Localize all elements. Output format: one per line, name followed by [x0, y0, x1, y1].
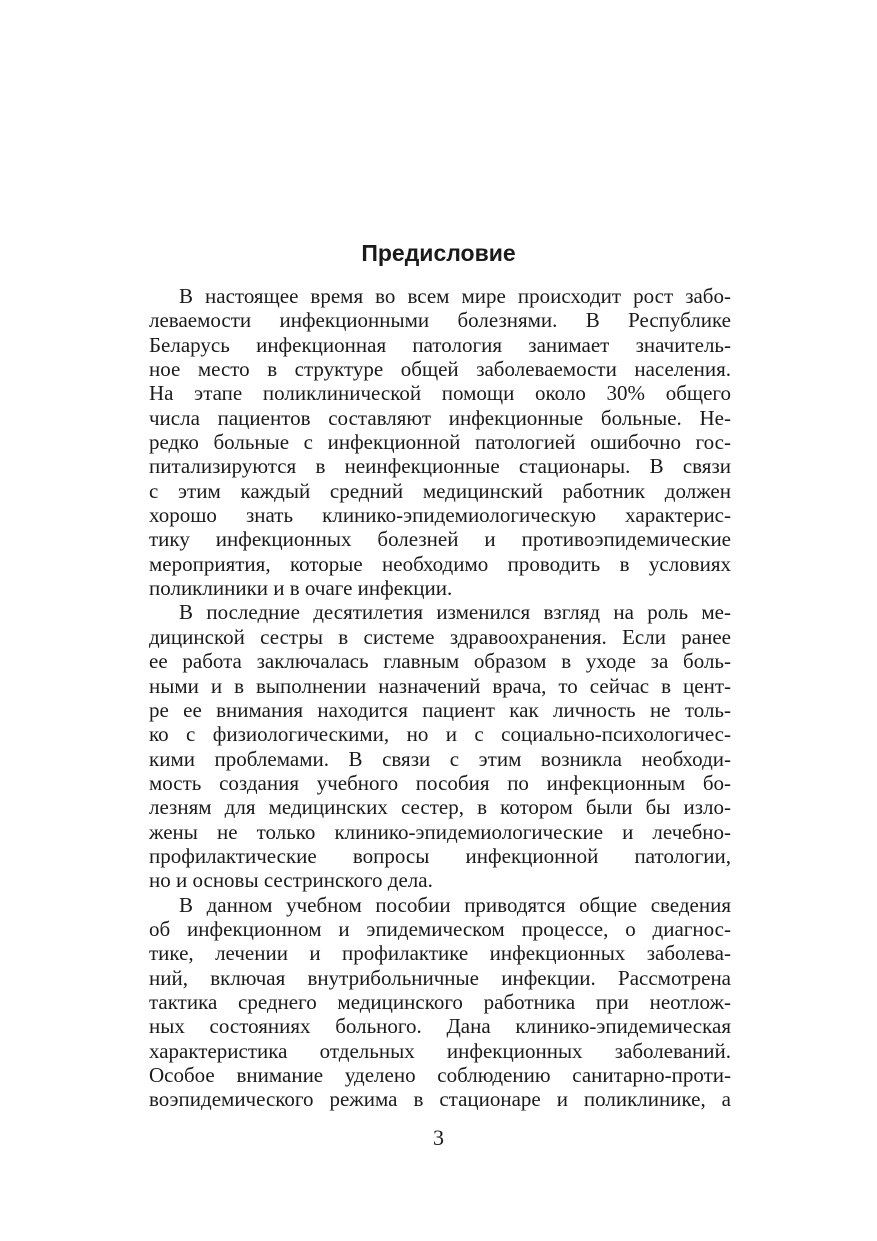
- text-line: мость создания учебного пособия по инфекционным бо-: [149, 770, 731, 795]
- text-line: но и основы сестринского дела.: [149, 868, 433, 893]
- text-line: ными и в выполнении назначений врача, то сейчас в цент-: [149, 673, 731, 698]
- text-line: питализируются в неинфекционные стационары. В связи: [149, 454, 731, 479]
- text-line: характеристика отдельных инфекционных заболеваний.: [149, 1038, 731, 1063]
- text-line: В последние десятилетия изменился взгляд на роль ме-: [179, 600, 731, 625]
- text-line: дицинской сестры в системе здравоохранения. Если ранее: [149, 624, 731, 649]
- text-line: ее работа заключалась главным образом в уходе за боль-: [149, 649, 731, 674]
- text-line: с этим каждый средний медицинский работник должен: [149, 478, 731, 503]
- text-line: ний, включая внутрибольничные инфекции. Рассмотрена: [149, 965, 731, 990]
- text-line: В данном учебном пособии приводятся общие сведения: [179, 892, 731, 917]
- text-line: тактика среднего медицинского работника при неотлож-: [149, 989, 731, 1014]
- text-line: ре ее внимания находится пациент как личность не толь-: [149, 697, 731, 722]
- text-line: об инфекционном и эпидемическом процессе, о диагнос-: [149, 916, 731, 941]
- text-line: ко с физиологическими, но и с социально-психологичес-: [149, 722, 731, 747]
- body-text: [149, 284, 731, 1112]
- text-line: поликлиники и в очаге инфекции.: [149, 576, 453, 601]
- text-line: В настоящее время во всем мире происходит рост забо-: [179, 284, 731, 308]
- text-line: леваемости инфекционными болезнями. В Республике: [149, 308, 731, 333]
- paragraph: [149, 600, 731, 892]
- text-line: Особое внимание уделено соблюдению санитарно-проти-: [149, 1063, 731, 1087]
- text-line: жены не только клинико-эпидемиологические и лечебно-: [149, 819, 731, 844]
- text-line: числа пациентов составляют инфекционные больные. Не-: [149, 405, 731, 430]
- text-line: профилактические вопросы инфекционной патологии,: [149, 843, 731, 868]
- paragraph: [149, 284, 731, 600]
- text-line: хорошо знать клинико-эпидемиологическую характерис-: [149, 503, 731, 528]
- text-line: воэпидемического режима в стационаре и поликлинике, а: [149, 1087, 731, 1112]
- page-title: Предисловие: [361, 240, 516, 266]
- text-line: лезням для медицинских сестер, в котором были бы изло-: [149, 795, 731, 820]
- text-line: ное место в структуре общей заболеваемости населения.: [149, 357, 731, 382]
- text-line: мероприятия, которые необходимо проводить в условиях: [149, 551, 731, 576]
- text-line: кими проблемами. В связи с этим возникла необходи-: [149, 746, 731, 771]
- page-number: 3: [433, 1125, 444, 1150]
- text-line: На этапе поликлинической помощи около 30% общего: [149, 381, 731, 406]
- text-line: тике, лечении и профилактике инфекционных заболева-: [149, 941, 731, 966]
- text-line: Беларусь инфекционная патология занимает значитель-: [149, 332, 731, 357]
- paragraph: [149, 893, 731, 1112]
- text-line: ных состояниях больного. Дана клинико-эпидемическая: [149, 1014, 731, 1039]
- text-line: тику инфекционных болезней и противоэпидемические: [149, 527, 731, 552]
- text-line: редко больные с инфекционной патологией ошибочно гос-: [149, 430, 731, 455]
